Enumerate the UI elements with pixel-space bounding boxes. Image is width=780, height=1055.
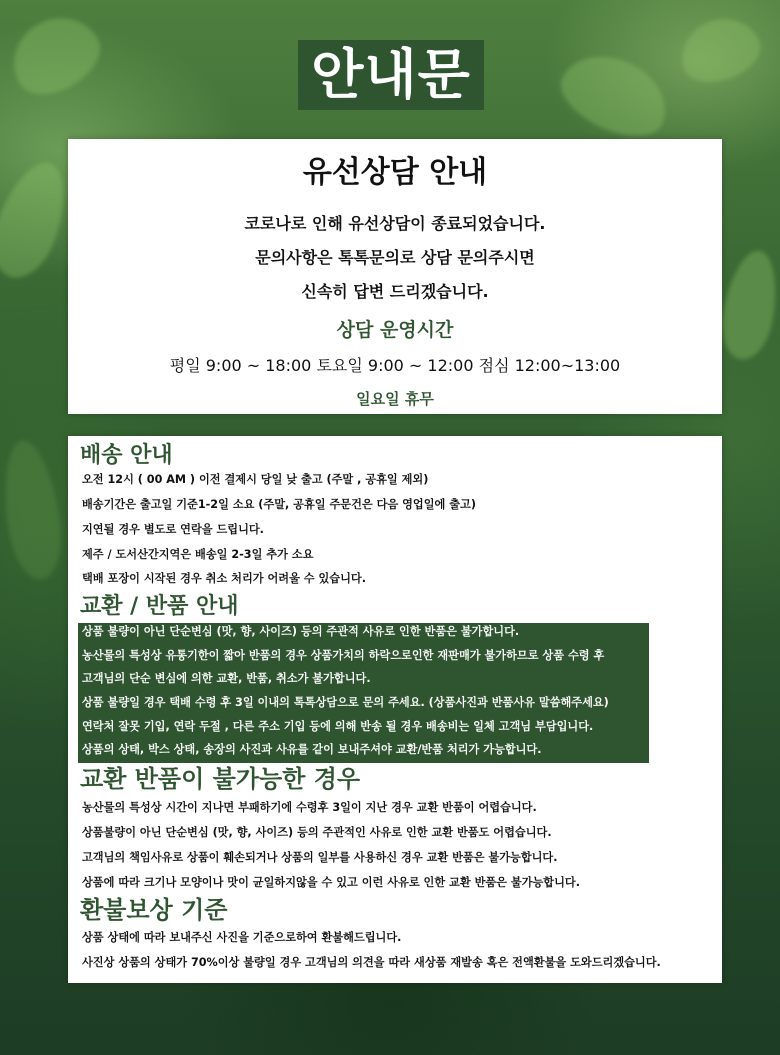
exchange-item: 연락처 잘못 기입, 연락 두절 , 다른 주소 기입 등에 의해 반송 될 경우 배송비는 일체 고객님 부담입니다. — [82, 720, 594, 733]
exchange-highlight-block — [78, 623, 649, 763]
exchange-item: 상품 불량이 아닌 단순변심 (맛, 향, 사이즈) 등의 주관적 사유로 인한 반품은 불가합니다. — [82, 625, 520, 638]
leaf-decoration — [0, 2, 111, 108]
hours-title: 상담 운영시간 — [336, 319, 454, 341]
consultation-line: 신속히 답변 드리겠습니다. — [301, 282, 489, 301]
refund-item: 사진상 상품의 상태가 70%이상 불량일 경우 고객님의 의견을 따라 새상품 재발송 혹은 전액환불을 도와드리겠습니다. — [82, 956, 661, 969]
notice-title-box — [298, 40, 484, 110]
leaf-decoration — [0, 437, 67, 583]
delivery-item: 지연될 경우 별도로 연락을 드립니다. — [82, 523, 264, 536]
refund-title: 환불보상 기준 — [80, 896, 228, 924]
not-allowed-item: 고객님의 책임사유로 상품이 훼손되거나 상품의 일부를 사용하신 경우 교환 반품은 불가능합니다. — [82, 851, 558, 864]
consultation-line: 문의사항은 톡톡문의로 상담 문의주시면 — [255, 248, 535, 267]
not-allowed-item: 상품에 따라 크기나 모양이나 맛이 균일하지않을 수 있고 이런 사유로 인한 교환 반품은 불가능합니다. — [82, 876, 580, 889]
exchange-item: 고객님의 단순 변심에 의한 교환, 반품, 취소가 불가합니다. — [82, 672, 371, 685]
not-allowed-title: 교환 반품이 불가능한 경우 — [80, 765, 361, 793]
consultation-heading: 유선상담 안내 — [302, 155, 488, 190]
delivery-item: 제주 / 도서산간지역은 배송일 2-3일 추가 소요 — [82, 548, 314, 561]
leaf-decoration — [0, 153, 79, 286]
delivery-item: 오전 12시 ( 00 AM ) 이전 결제시 당일 낮 출고 (주말 , 공휴일 제외) — [82, 473, 429, 486]
exchange-item: 상품의 상태, 박스 상태, 송장의 사진과 사유를 같이 보내주셔야 교환/반품 처리가 가능합니다. — [82, 743, 542, 756]
delivery-item: 택배 포장이 시작된 경우 취소 처리가 어려울 수 있습니다. — [82, 572, 366, 585]
exchange-title: 교환 / 반품 안내 — [80, 594, 239, 619]
consultation-line: 코로나로 인해 유선상담이 종료되었습니다. — [244, 214, 546, 233]
policy-card — [68, 436, 722, 983]
closed-day-text: 일요일 휴무 — [356, 390, 434, 408]
leaf-decoration — [550, 40, 679, 150]
refund-item: 상품 상태에 따라 보내주신 사진을 기준으로하여 환불해드립니다. — [82, 931, 402, 944]
delivery-title: 배송 안내 — [80, 443, 173, 468]
exchange-item: 농산물의 특성상 유통기한이 짧아 반품의 경우 상품가치의 하락으로인한 재판매가 불가하므로 상품 수령 후 — [82, 649, 605, 662]
notice-title: 안내문 — [311, 43, 471, 106]
delivery-item: 배송기간은 출고일 기준1-2일 소요 (주말, 공휴일 주문건은 다음 영업일에 출고) — [82, 498, 476, 511]
not-allowed-item: 상품불량이 아닌 단순변심 (맛, 향, 사이즈) 등의 주관적인 사유로 인한 교환 반품도 어렵습니다. — [82, 826, 552, 839]
exchange-item: 상품 불량일 경우 택배 수령 후 3일 이내의 톡톡상담으로 문의 주세요. (상품사진과 반품사유 말씀해주세요) — [82, 696, 609, 709]
consultation-card — [68, 139, 722, 414]
leaf-decoration — [716, 246, 780, 363]
not-allowed-item: 농산물의 특성상 시간이 지나면 부패하기에 수령후 3일이 지난 경우 교환 반품이 어렵습니다. — [82, 801, 537, 814]
leaf-decoration — [672, 8, 768, 92]
hours-text: 평일 9:00 ~ 18:00 토요일 9:00 ~ 12:00 점심 12:00~13:00 — [169, 356, 621, 375]
